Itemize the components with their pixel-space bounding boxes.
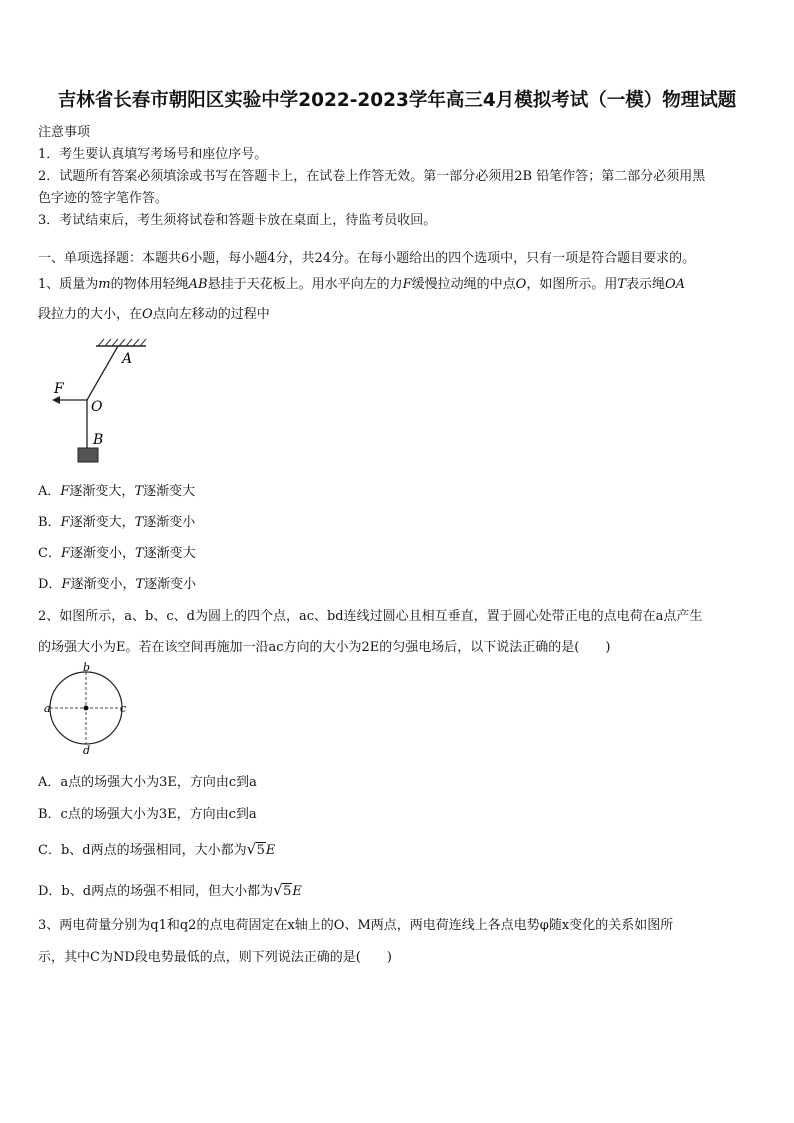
label-A: A xyxy=(122,351,133,367)
section-heading: 一、单项选择题：本题共6小题，每小题4分，共24分。在每小题给出的四个选项中，只有一项是符合题目要求的。 xyxy=(38,251,696,266)
page-title: 吉林省长春市朝阳区实验中学2022-2023学年高三4月模拟考试（一模）物理试题 xyxy=(57,90,737,111)
question-3-line-2: 示，其中C为ND段电势最低的点，则下列说法正确的是( ) xyxy=(38,950,392,965)
option-A: A．a点的场强大小为3E，方向由c到a xyxy=(38,775,257,790)
question-2-figure xyxy=(40,662,132,754)
notice-heading: 注意事项 xyxy=(38,125,91,140)
notice-item: 色字迹的签字笔作答。 xyxy=(38,191,169,206)
question-2-line-1: 2、如图所示，a、b、c、d为圆上的四个点，ac、bd连线过圆心且相互垂直，置于圆心处带正电的点电荷在a点产生 xyxy=(38,609,703,624)
label-O: O xyxy=(91,399,103,415)
label-b: b xyxy=(83,662,91,674)
question-1-line-1: 1、质量为m的物体用轻绳AB悬挂于天花板上。用水平向左的力F缓慢拉动绳的中点O，如图所示。用T表示绳OA xyxy=(38,277,686,292)
option-D: D．b、d两点的场强不相同，但大小都为 √ 5E xyxy=(38,881,302,899)
label-B: B xyxy=(93,432,104,448)
notice-item: 2．试题所有答案必须填涂或书写在答题卡上，在试卷上作答无效。第一部分必须用2B 铅笔作答；第二部分必须用黑 xyxy=(38,169,706,184)
option-C: C．F逐渐变小，T逐渐变大 xyxy=(38,546,196,561)
option-A: A．F逐渐变大，T逐渐变大 xyxy=(38,484,196,499)
question-2-line-2: 的场强大小为E。若在该空间再施加一沿ac方向的大小为2E的匀强电场后，以下说法正确的是( ) xyxy=(38,640,611,655)
option-C: C．b、d两点的场强相同，大小都为 √ 5E xyxy=(38,840,276,858)
label-d: d xyxy=(83,744,91,754)
label-c: c xyxy=(120,702,127,715)
option-B: B．c点的场强大小为3E，方向由c到a xyxy=(38,807,257,822)
notice-item: 3．考试结束后，考生须将试卷和答题卡放在桌面上，待监考员收回。 xyxy=(38,213,437,228)
label-a: a xyxy=(44,702,51,715)
sqrt-expression: √ 5 xyxy=(246,840,265,858)
question-3-line-1: 3、两电荷量分别为q1和q2的点电荷固定在x轴上的O、M两点，两电荷连线上各点电势φ随x变化的关系如图所 xyxy=(38,918,674,933)
question-1-figure xyxy=(46,334,156,468)
label-F: F xyxy=(54,381,64,397)
sqrt-expression: √ 5 xyxy=(273,881,292,899)
option-B: B．F逐渐变大，T逐渐变小 xyxy=(38,515,196,530)
notice-item: 1．考生要认真填写考场号和座位序号。 xyxy=(38,147,268,162)
question-1-line-2: 段拉力的大小，在O点向左移动的过程中 xyxy=(38,307,270,322)
option-D: D．F逐渐变小，T逐渐变小 xyxy=(38,577,197,592)
